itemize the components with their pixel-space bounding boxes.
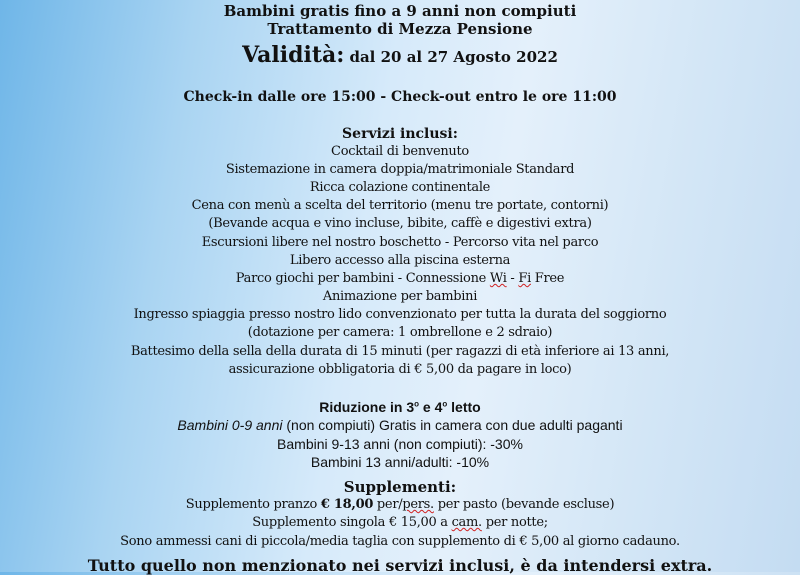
reduction-row: Bambini 13 anni/adulti: -10% xyxy=(310,454,490,470)
wifi-wi: Wi xyxy=(489,271,507,286)
checkin-line: Check-in dalle ore 15:00 - Check-out entro le ore 11:00 xyxy=(183,89,617,105)
supplement-lunch: Supplemento pranzo € 18,00 per/pers. per pasto (bevande escluse) xyxy=(185,497,615,512)
validity-line xyxy=(0,42,800,68)
service-item: Escursioni libere nel nostro boschetto - Percorso vita nel parco xyxy=(201,235,599,250)
service-item: Battesimo della sella della durata di 15 minuti (per ragazzi di età inferiore ai 13 anni, xyxy=(130,344,670,359)
park-wifi-prefix: Parco giochi per bambini - Connessione xyxy=(235,271,487,286)
wifi-dash: - xyxy=(506,271,519,286)
validity-label: Validità: xyxy=(242,42,345,68)
service-item-park-wifi xyxy=(0,271,800,286)
reduction-row: Bambini 0-9 anni (non compiuti) Gratis in camera con due adulti paganti xyxy=(177,417,623,433)
lunch-price: € 18,00 xyxy=(320,497,374,512)
service-item: (dotazione per camera: 1 ombrellone e 2 sdraio) xyxy=(247,325,553,340)
service-item: assicurazione obbligatoria di € 5,00 da pagare in loco) xyxy=(228,362,572,377)
service-item: Ingresso spiaggia presso nostro lido convenzionato per tutta la durata del soggiorno xyxy=(133,307,667,322)
reduction-title: Riduzione in 3$^o$ e 4$^o$ letto xyxy=(319,399,481,415)
reduction-row-italic: Bambini 0-9 anni xyxy=(177,417,283,433)
service-item: Animazione per bambini xyxy=(322,289,478,304)
supplement-single: Supplemento singola € 15,00 a cam. per notte; xyxy=(252,515,548,530)
validity-dates: dal 20 al 27 Agosto 2022 xyxy=(349,48,558,66)
board-type-line: Trattamento di Mezza Pensione xyxy=(267,20,533,38)
services-title: Servizi inclusi: xyxy=(342,126,458,142)
footer-note: Tutto quello non menzionato nei servizi inclusi, è da intendersi extra. xyxy=(87,556,713,575)
kids-free-line: Bambini gratis fino a 9 anni non compiuti xyxy=(223,2,577,20)
service-item: Ricca colazione continentale xyxy=(309,180,491,195)
service-item: Libero accesso alla piscina esterna xyxy=(289,253,511,268)
wifi-free: Free xyxy=(530,271,565,286)
service-item: (Bevande acqua e vino incluse, bibite, caffè e digestivi extra) xyxy=(208,216,592,231)
service-item: Cocktail di benvenuto xyxy=(331,144,469,159)
service-item: Cena con menù a scelta del territorio (menu tre portate, contorni) xyxy=(191,198,609,213)
wifi-fi: Fi xyxy=(518,271,531,286)
reduction-row: Bambini 9-13 anni (non compiuti): -30% xyxy=(277,436,523,452)
service-item: Sistemazione in camera doppia/matrimoniale Standard xyxy=(225,162,575,177)
supplements-title: Supplementi: xyxy=(343,478,457,496)
supplement-dogs: Sono ammessi cani di piccola/media taglia con supplemento di € 5,00 al giorno cadauno. xyxy=(120,534,680,549)
